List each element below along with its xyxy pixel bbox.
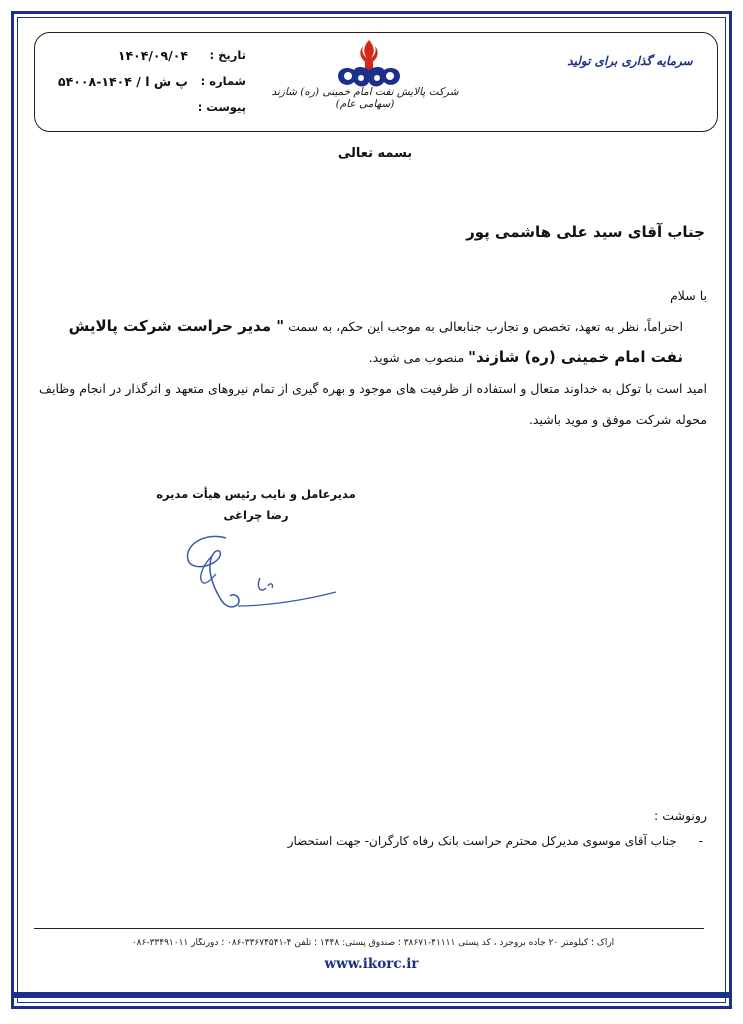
letter-body [37, 280, 707, 435]
cc-list [288, 834, 703, 848]
company-slogan: سرمایه گذاری برای تولید [567, 54, 693, 68]
appointment-closing: منصوب می شوید. [368, 350, 469, 365]
footer-address: اراک ؛ کیلومتر ۲۰ جاده بروجرد ، کد پستی ۴۱۱۱۱-۳۸۶۷۱ ؛ صندوق پستی: ۱۴۴۸ ؛ تلفن ۴-۳۳۶۷۴۵۴۱-۰۸۶ ؛ دورنگار ۳۳۴۹۱۰۱۱-۰۸۶ [131, 938, 615, 948]
number-row [46, 68, 246, 94]
company-logo-icon [334, 38, 404, 92]
footer-divider [34, 928, 704, 929]
wishes-paragraph: امید است با توکل به خداوند متعال و استفاده از ظرفیت های موجود و بهره گیری از تمام نیروهای متعهد و اثرگذار در انجام وظایف محوله شرکت موفق و موید باشید. [39, 381, 707, 427]
appointment-intro: احتراماً، نظر به تعهد، تخصص و تجارب جنابعالی به موجب این حکم، به سمت [284, 319, 683, 334]
cc-item: - جناب آقای موسوی مدیرکل محترم حراست بانک رفاه کارگران- جهت استحضار [288, 834, 703, 848]
website-link[interactable]: www.ikorc.ir [324, 956, 419, 972]
greeting: با سلام [670, 288, 707, 303]
number-label: شماره : [200, 74, 246, 88]
date-value: ۱۴۰۴/۰۹/۰۴ [117, 47, 188, 63]
page-border-inner [17, 17, 726, 1003]
date-label: تاریخ : [209, 48, 246, 62]
attachment-row [46, 94, 246, 120]
letter-meta [46, 42, 246, 120]
signer-block [146, 484, 366, 526]
appointment-paragraph [37, 311, 707, 373]
date-row [46, 42, 246, 68]
attachment-label: پیوست : [197, 100, 246, 114]
cc-title: رونوشت : [654, 808, 707, 823]
signer-name: رضا چراغی [223, 508, 289, 522]
signer-title: مدیرعامل و نایب رئیس هیأت مدیره [156, 487, 356, 501]
basmala: بسمه تعالی [337, 146, 413, 161]
page-border-bottom-bar [11, 992, 732, 998]
position-title: " مدیر حراست شرکت پالایش نفت امام خمینی (ره) شازند" [68, 317, 683, 366]
signature-icon [176, 526, 338, 614]
number-value: پ ش ا / ۱۴۰۴-۵۴۰۰۸ [58, 73, 188, 89]
company-name: شرکت پالایش نفت امام خمینی (ره) شازند (سهامی عام) [271, 86, 459, 110]
recipient-name: جناب آقای سید علی هاشمی پور [466, 223, 705, 241]
